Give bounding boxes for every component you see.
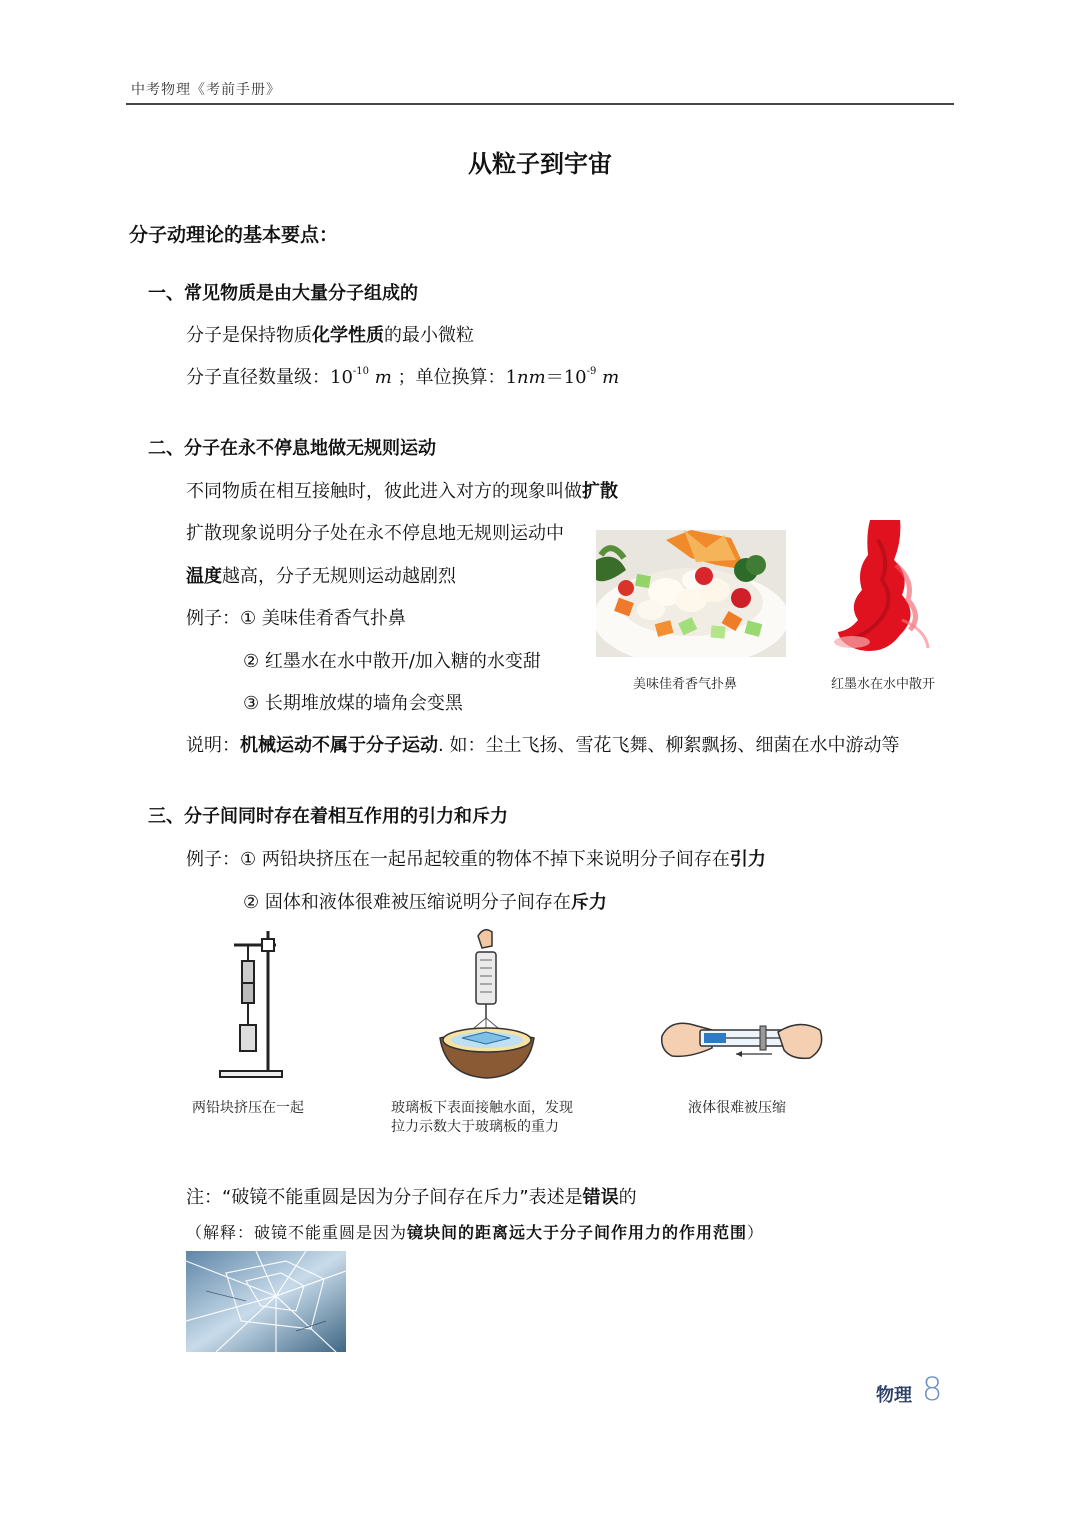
section3-title: 三、分子间同时存在着相互作用的引力和斥力 [148,806,508,827]
footer-subject: 物理 [876,1385,912,1406]
text-span: . 如：尘土飞扬、雪花飞舞、柳絮飘扬、细菌在水中游动等 [438,735,900,756]
example-text: ① 两铅块挤压在一起吊起较重的物体不掉下来说明分子间存在 [240,849,730,870]
section1-line2 [186,363,619,389]
bold-term: 扩散 [582,481,618,502]
section2-title: 二、分子在永不停息地做无规则运动 [148,438,436,459]
example-text: ① 美味佳肴香气扑鼻 [240,608,406,629]
bold-term: 温度 [186,566,222,587]
broken-glass-photo [186,1251,346,1352]
math-base: 10 [330,367,353,388]
section3-example2 [243,888,607,914]
math-expression [330,367,392,388]
math-exponent: -10 [352,366,370,377]
header-divider [126,103,954,105]
math-expression [506,367,620,388]
text-span: 分子直径数量级： [186,367,330,388]
bold-term: 错误 [582,1187,619,1208]
section2-note [186,731,899,757]
example-label: 例子： [186,849,240,870]
section1-title: 一、常见物质是由大量分子组成的 [148,283,418,304]
red-ink-caption: 红墨水在水中散开 [831,677,936,692]
syringe-figure [660,1014,825,1072]
math-unit: m [374,367,392,388]
text-span: ；单位换算： [397,367,506,388]
section2-example2: ② 红墨水在水中散开/加入糖的水变甜 [243,651,541,672]
page-title: 从粒子到宇宙 [468,150,612,178]
text-span: ） [747,1223,765,1242]
text-span: 的 [618,1187,637,1208]
text-span: 越高，分子无规则运动越剧烈 [222,566,456,587]
math-number: 1 [505,367,518,388]
math-unit: m [602,367,620,388]
bold-term: 镜块间的距离远大于分子间作用力的作用范围 [407,1223,748,1242]
broken-mirror-note [186,1183,637,1209]
bold-term: 机械运动不属于分子运动 [240,735,438,756]
math-equals: ＝ [545,367,564,388]
page-number: 8 [922,1370,943,1408]
main-heading: 分子动理论的基本要点： [129,224,339,246]
caption-line: 拉力示数大于玻璃板的重力 [391,1119,559,1135]
lead-blocks-caption: 两铅块挤压在一起 [192,1100,304,1116]
section2-line1 [186,477,618,503]
example-label: 例子： [186,608,240,629]
glass-plate-figure [438,926,536,1084]
glass-plate-caption [391,1099,573,1137]
section2-example3: ③ 长期堆放煤的墙角会变黑 [243,693,463,714]
running-header: 中考物理《考前手册》 [131,82,281,98]
math-exponent: -9 [586,366,597,377]
section3-example1 [186,845,766,871]
section2-line3 [186,562,456,588]
section1-line1 [186,321,474,347]
section2-line2: 扩散现象说明分子处在永不停息地无规则运动中 [186,523,564,544]
bold-term: 引力 [729,849,766,870]
section2-example1 [186,604,406,630]
syringe-caption: 液体很难被压缩 [688,1100,786,1116]
caption-line: 玻璃板下表面接触水面，发现 [391,1100,573,1116]
math-base: 10 [563,367,587,388]
bold-term: 化学性质 [312,325,384,346]
text-span: 注：“破镜不能重圆是因为分子间存在斥力”表述是 [186,1187,583,1208]
note-label: 说明： [186,735,240,756]
bold-term: 斥力 [570,892,607,913]
math-unit: nm [517,367,546,388]
red-ink-photo [830,520,934,660]
broken-mirror-explanation [186,1220,764,1243]
text-span: 的最小微粒 [384,325,474,346]
text-span: 分子是保持物质 [186,325,312,346]
lead-blocks-figure [214,927,284,1081]
example-text: ② 固体和液体很难被压缩说明分子间存在 [243,892,571,913]
food-caption: 美味佳肴香气扑鼻 [633,677,738,692]
text-span: 不同物质在相互接触时，彼此进入对方的现象叫做 [186,481,582,502]
food-photo [596,530,786,657]
text-span: （解释：破镜不能重圆是因为 [186,1223,408,1242]
